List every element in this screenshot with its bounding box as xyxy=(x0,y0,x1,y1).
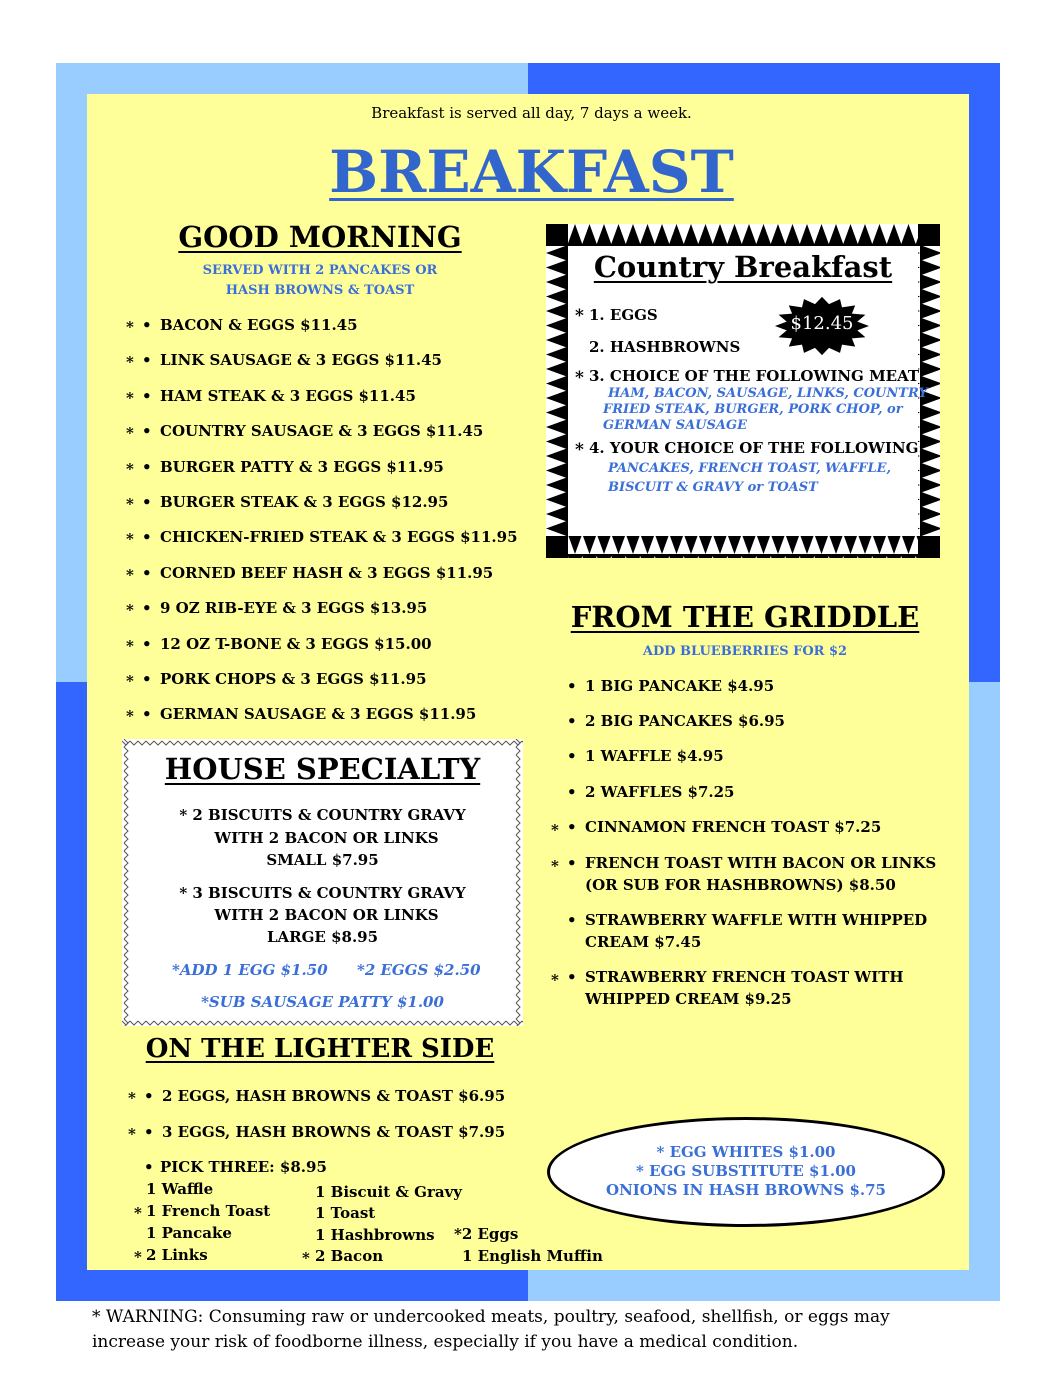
hs-small-2: WITH 2 BACON OR LINKS xyxy=(214,829,439,847)
star-marker: * xyxy=(126,353,134,372)
bullet-icon: • xyxy=(567,968,577,986)
cb-step-1: 1. EGGS xyxy=(589,306,658,324)
warning-line-1: * WARNING: Consuming raw or undercooked meats, poultry, seafood, shellfish, or eggs may xyxy=(92,1307,890,1327)
bullet-icon: • xyxy=(142,599,152,618)
item-text-line2: (OR SUB FOR HASHBROWNS) $8.50 xyxy=(585,876,896,894)
hs-sub-patty: *SUB SAUSAGE PATTY $1.00 xyxy=(201,993,444,1011)
hs-large-2: WITH 2 BACON OR LINKS xyxy=(214,906,439,924)
item-text: CHICKEN-FRIED STEAK & 3 EGGS $11.95 xyxy=(160,528,518,547)
cb-choice-1: PANCAKES, FRENCH TOAST, WAFFLE, xyxy=(608,461,892,476)
bullet-icon: • xyxy=(567,783,577,801)
item-text: CORNED BEEF HASH & 3 EGGS $11.95 xyxy=(160,563,494,582)
star-marker: * xyxy=(126,601,134,620)
pick-col2-1: 1 Toast xyxy=(315,1204,376,1222)
lighter-heading: ON THE LIGHTER SIDE xyxy=(145,1034,495,1064)
star-marker: * xyxy=(126,459,134,478)
cb-star-4: * xyxy=(575,440,584,460)
item-text: BURGER PATTY & 3 EGGS $11.95 xyxy=(160,457,444,476)
hs-small-1: * 2 BISCUITS & COUNTRY GRAVY xyxy=(179,806,466,824)
lighter-text-1: 2 EGGS, HASH BROWNS & TOAST $6.95 xyxy=(162,1087,506,1105)
country-breakfast-price: $12.45 xyxy=(790,313,854,334)
star-marker: * xyxy=(551,821,559,839)
bullet-icon: • xyxy=(142,316,152,334)
bullet-icon: • xyxy=(567,712,577,730)
lighter-text-2: 3 EGGS, HASH BROWNS & TOAST $7.95 xyxy=(162,1123,506,1141)
cb-meat-1: HAM, BACON, SAUSAGE, LINKS, COUNTRY xyxy=(608,386,928,401)
item-text: 2 BIG PANCAKES $6.95 xyxy=(585,712,785,730)
bullet-icon: • xyxy=(144,1158,154,1176)
cb-meat-3: GERMAN SAUSAGE xyxy=(603,418,747,433)
bullet-icon: • xyxy=(142,351,152,370)
star-marker: * xyxy=(126,636,134,655)
page-title: BREAKFAST xyxy=(329,138,734,206)
bullet-icon: • xyxy=(144,1087,154,1105)
item-text: 12 OZ T-BONE & 3 EGGS $15.00 xyxy=(160,634,432,653)
item-text: COUNTRY SAUSAGE & 3 EGGS $11.45 xyxy=(160,422,484,441)
star-marker: * xyxy=(551,971,559,989)
bullet-icon: • xyxy=(567,677,577,695)
bullet-icon: • xyxy=(142,563,152,582)
bullet-icon: • xyxy=(567,818,577,836)
item-text: 9 OZ RIB-EYE & 3 EGGS $13.95 xyxy=(160,599,428,618)
extras-line-3: ONIONS IN HASH BROWNS $.75 xyxy=(606,1181,886,1199)
bullet-icon: • xyxy=(142,386,152,405)
bullet-icon: • xyxy=(142,528,152,547)
item-text: 2 WAFFLES $7.25 xyxy=(585,783,735,801)
served-all-day-note: Breakfast is served all day, 7 days a week. xyxy=(371,104,692,122)
star-marker: * xyxy=(126,707,134,726)
item-text: STRAWBERRY WAFFLE WITH WHIPPED xyxy=(585,911,928,929)
cb-star-1: * xyxy=(575,306,584,326)
item-text: PORK CHOPS & 3 EGGS $11.95 xyxy=(160,670,427,688)
bullet-icon: • xyxy=(142,422,152,441)
house-specialty-heading: HOUSE SPECIALTY xyxy=(164,752,481,786)
item-text: FRENCH TOAST WITH BACON OR LINKS xyxy=(585,854,937,872)
item-text: LINK SAUSAGE & 3 EGGS $11.45 xyxy=(160,351,442,370)
lighter-star-1: * xyxy=(128,1089,136,1107)
star-marker: * xyxy=(126,388,134,407)
hs-add-eggs: *2 EGGS $2.50 xyxy=(357,961,481,979)
star-marker: * xyxy=(551,857,559,875)
star-marker: * xyxy=(126,318,134,336)
pick-col3-1: 1 English Muffin xyxy=(462,1247,603,1265)
hs-small-3: SMALL $7.95 xyxy=(266,851,379,869)
star-marker: * xyxy=(126,565,134,584)
griddle-heading: FROM THE GRIDDLE xyxy=(570,600,920,634)
item-text: STRAWBERRY FRENCH TOAST WITH xyxy=(585,968,904,986)
pick-col2-2: 1 Hashbrowns xyxy=(315,1226,435,1244)
bullet-icon: • xyxy=(142,493,152,511)
star-marker: * xyxy=(126,672,134,690)
bullet-icon: • xyxy=(567,747,577,765)
hs-large-1: * 3 BISCUITS & COUNTRY GRAVY xyxy=(179,884,466,902)
bullet-icon: • xyxy=(142,670,152,688)
pick-star-b: * xyxy=(134,1248,142,1266)
health-warning xyxy=(92,1305,992,1355)
warning-line-2: increase your risk of foodborne illness, especially if you have a medical condition. xyxy=(92,1332,799,1352)
cb-step-3: 3. CHOICE OF THE FOLLOWING MEAT: xyxy=(589,367,925,385)
pick-col1-0: 1 Waffle xyxy=(146,1180,214,1198)
item-text: 1 WAFFLE $4.95 xyxy=(585,747,724,765)
item-text: BURGER STEAK & 3 EGGS $12.95 xyxy=(160,493,449,511)
pick-col2-0: 1 Biscuit & Gravy xyxy=(315,1183,462,1201)
pick-star-c: * xyxy=(302,1249,310,1267)
item-text-line2: WHIPPED CREAM $9.25 xyxy=(585,990,792,1008)
bullet-icon: • xyxy=(142,457,152,476)
pick-col1-1: 1 French Toast xyxy=(146,1202,271,1220)
extras-line-2: * EGG SUBSTITUTE $1.00 xyxy=(636,1162,856,1180)
griddle-sub: ADD BLUEBERRIES FOR $2 xyxy=(642,644,848,659)
country-breakfast-heading: Country Breakfast xyxy=(593,250,893,284)
item-text: 1 BIG PANCAKE $4.95 xyxy=(585,677,775,695)
star-marker: * xyxy=(126,424,134,443)
pick-col1-3: 2 Links xyxy=(146,1246,208,1264)
bullet-icon: • xyxy=(567,911,577,929)
pick-three-label: PICK THREE: $8.95 xyxy=(160,1158,327,1176)
extras-line-1: * EGG WHITES $1.00 xyxy=(656,1143,836,1161)
item-text: BACON & EGGS $11.45 xyxy=(160,316,358,334)
bullet-icon: • xyxy=(142,705,152,724)
bullet-icon: • xyxy=(567,854,577,872)
hs-large-3: LARGE $8.95 xyxy=(266,928,379,946)
star-marker: * xyxy=(126,495,134,513)
good-morning-sub-1: SERVED WITH 2 PANCAKES OR xyxy=(202,263,438,278)
cb-choice-2: BISCUIT & GRAVY or TOAST xyxy=(608,480,818,495)
pick-col2-3: 2 Bacon xyxy=(315,1247,384,1265)
cb-step-4: 4. YOUR CHOICE OF THE FOLLOWING: xyxy=(589,439,924,457)
bullet-icon: • xyxy=(142,634,152,653)
item-text-line2: CREAM $7.45 xyxy=(585,933,702,951)
cb-meat-2: FRIED STEAK, BURGER, PORK CHOP, or xyxy=(603,402,903,417)
hs-add-egg: *ADD 1 EGG $1.50 xyxy=(172,961,328,979)
bullet-icon: • xyxy=(144,1123,154,1141)
pick-col3-0: *2 Eggs xyxy=(454,1225,519,1243)
item-text: CINNAMON FRENCH TOAST $7.25 xyxy=(585,818,882,836)
item-text: GERMAN SAUSAGE & 3 EGGS $11.95 xyxy=(160,705,477,724)
item-text: HAM STEAK & 3 EGGS $11.45 xyxy=(160,386,416,405)
pick-col1-2: 1 Pancake xyxy=(146,1224,232,1242)
star-marker: * xyxy=(126,530,134,549)
lighter-star-2: * xyxy=(128,1125,136,1143)
good-morning-heading: GOOD MORNING xyxy=(178,220,462,254)
cb-step-2: 2. HASHBROWNS xyxy=(589,338,741,356)
good-morning-sub-2: HASH BROWNS & TOAST xyxy=(225,283,415,298)
cb-star-3: * xyxy=(575,368,584,388)
pick-star-a: * xyxy=(134,1204,142,1222)
